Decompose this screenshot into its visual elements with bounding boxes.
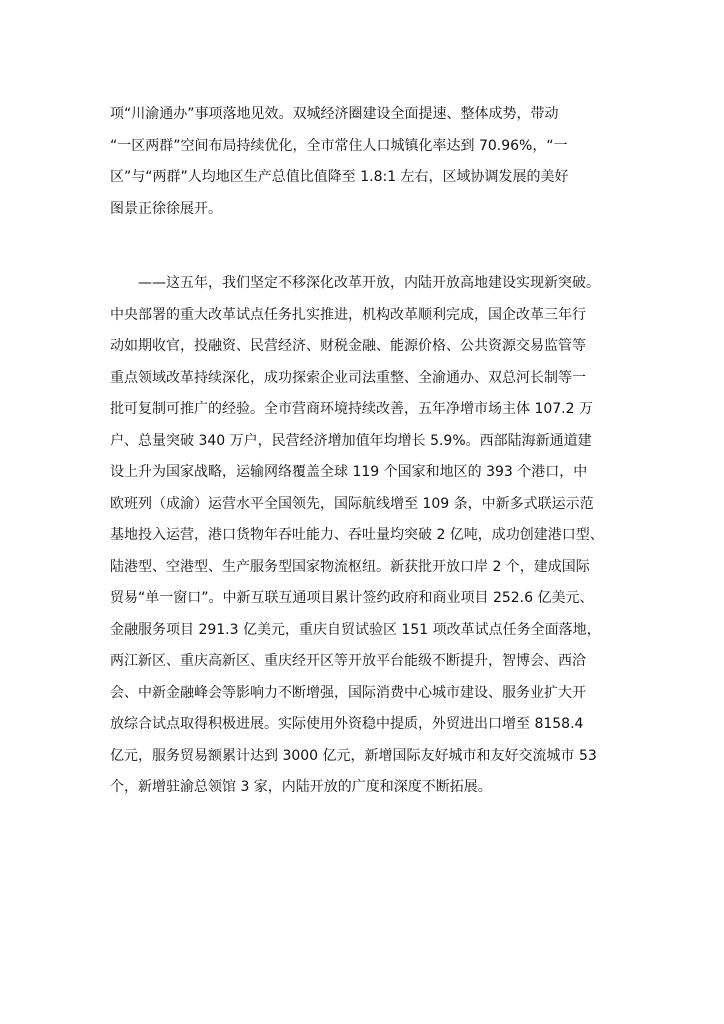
text-line [110,804,615,836]
text-line: 欧班列（成渝）运营水平全国领先，国际航线增至 109 条，中新多式联运示范 [110,495,594,512]
text-line: 个，新增驻渝总领馆 3 家，内陆开放的广度和深度不断拓展。 [110,779,492,795]
text-line: 陆港型、空港型、生产服务型国家物流枢纽。新获批开放口岸 2 个，建成国际 [110,558,590,575]
text-line: 两江新区、重庆高新区、重庆经开区等开放平台能级不断提升，智博会、西洽 [110,653,586,669]
text-line: 重点领域改革持续深化，成功探索企业司法重整、全渝通办、双总河长制等一 [110,369,586,386]
text-line: 动如期收官，投融资、民营经济、财税金融、能源价格、公共资源交易监管等 [110,338,586,354]
text-line: 区”与“两群”人均地区生产总值比值降至 1.8:1 左右，区域协调发展的美好 [110,169,569,185]
text-line: “一区两群”空间布局持续优化，全市常住人口城镇化率达到 70.96%，“一 [110,137,568,154]
paragraph-regional-development [110,99,615,225]
text-line: 基地投入运营，港口货物年吞吐能力、吞吐量均突破 2 亿吨，成功创建港口型、 [110,527,604,543]
text-line: 会、中新金融峰会等影响力不断增强，国际消费中心城市建设、服务业扩大开 [110,684,586,701]
text-line: 图景正徐徐展开。 [110,200,222,217]
text-line: 设上升为国家战略，运输网络覆盖全球 119 个国家和地区的 393 个港口，中 [110,464,588,480]
text-line: 贸易“单一窗口”。中新互联互通项目累计签约政府和商业项目 252.6 亿美元、 [110,590,594,606]
text-line: 金融服务项目 291.3 亿美元，重庆自贸试验区 151 项改革试点任务全面落地， [110,621,601,638]
text-line: 项“川渝通办”事项落地见效。双城经济圈建设全面提速、整体成势，带动 [110,106,559,122]
text-line: 亿元，服务贸易额累计达到 3000 亿元，新增国际友好城市和友好交流城市 53 [110,747,597,764]
text-line: 户、总量突破 340 万户，民营经济增加值年均增长 5.9%。西部陆海新通道建 [110,432,592,449]
text-line: 批可复制可推广的经验。全市营商环境持续改善，五年净增市场主体 107.2 万 [110,401,593,417]
text-line: ——这五年，我们坚定不移深化改革开放，内陆开放高地建设实现新突破。 [138,275,600,291]
paragraph-reform-opening [110,268,615,835]
text-line: 放综合试点取得积极进展。实际使用外资稳中提质，外贸进出口增至 8158.4 [110,716,584,732]
text-line: 中央部署的重大改革试点任务扎实推进，机构改革顺利完成，国企改革三年行 [110,306,586,323]
